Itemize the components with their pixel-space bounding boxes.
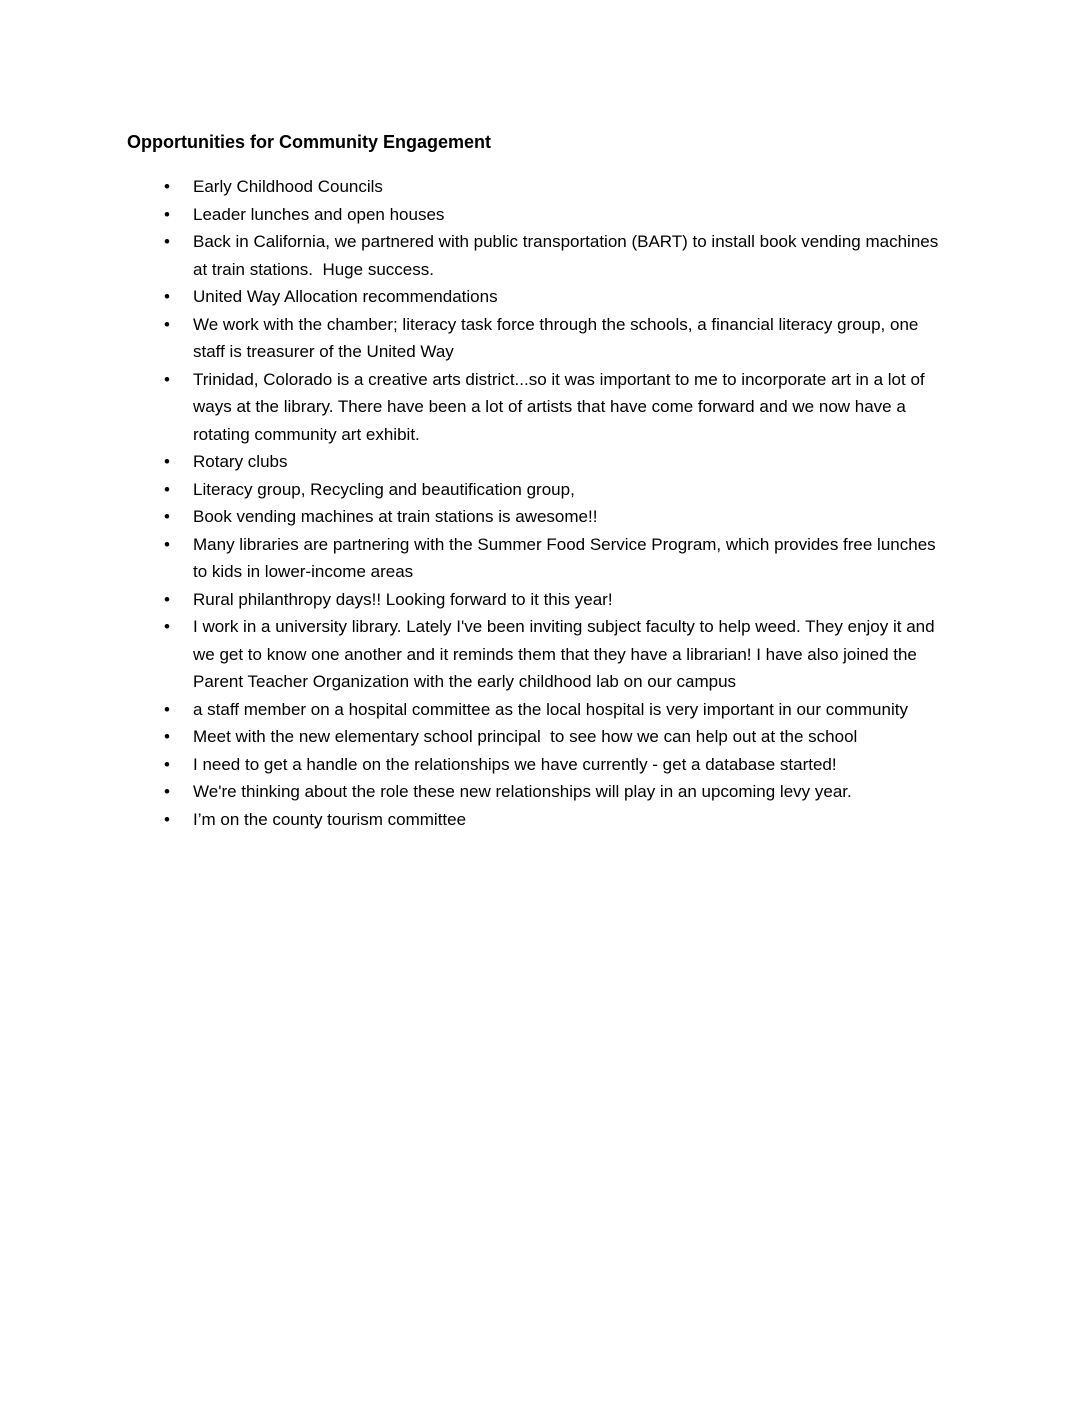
list-item: • Many libraries are partnering with the Summer Food Service Program, which provides free lunches to kids in lower-income areas — [163, 531, 948, 586]
list-item: • I work in a university library. Lately I've been inviting subject faculty to help weed. They enjoy it and we get to know one another and it reminds them that they have a librarian! I have also joined the Parent Teacher Organization with the early childhood lab on our campus — [163, 613, 948, 696]
list-item: • Leader lunches and open houses — [163, 201, 948, 229]
list-item: • Back in California, we partnered with public transportation (BART) to install book vending machines at train stations. Huge success. — [163, 228, 948, 283]
list-item: • Rural philanthropy days!! Looking forward to it this year! — [163, 586, 948, 614]
list-item: • I need to get a handle on the relationships we have currently - get a database started! — [163, 751, 948, 779]
list-item: • Rotary clubs — [163, 448, 948, 476]
bullet-list — [163, 173, 948, 833]
list-item: • Trinidad, Colorado is a creative arts district...so it was important to me to incorporate art in a lot of ways at the library. There have been a lot of artists that have come forward and we now have a rotating community art exhibit. — [163, 366, 948, 449]
list-item: • We're thinking about the role these new relationships will play in an upcoming levy year. — [163, 778, 948, 806]
list-item: • Early Childhood Councils — [163, 173, 948, 201]
list-item: • a staff member on a hospital committee as the local hospital is very important in our community — [163, 696, 948, 724]
list-item: • We work with the chamber; literacy task force through the schools, a financial literacy group, one staff is treasurer of the United Way — [163, 311, 948, 366]
page-title: Opportunities for Community Engagement — [127, 132, 492, 152]
list-item: • United Way Allocation recommendations — [163, 283, 948, 311]
list-item: • I’m on the county tourism committee — [163, 806, 948, 834]
list-item: • Meet with the new elementary school principal to see how we can help out at the school — [163, 723, 948, 751]
list-item: • Literacy group, Recycling and beautification group, — [163, 476, 948, 504]
list-item: • Book vending machines at train stations is awesome!! — [163, 503, 948, 531]
